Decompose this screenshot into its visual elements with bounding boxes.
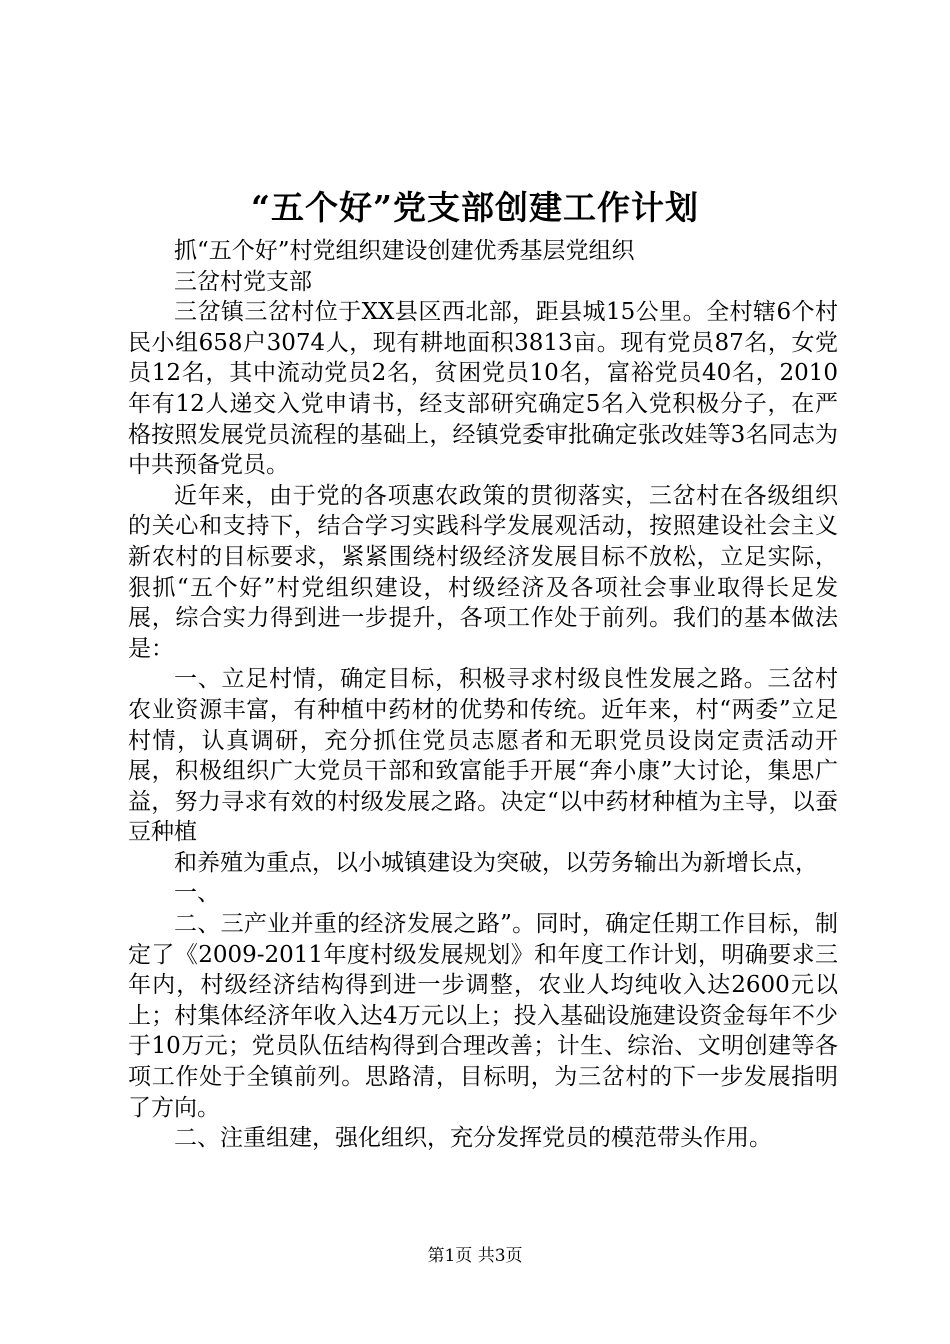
document-title: “五个好”党支部创建工作计划 bbox=[251, 188, 699, 227]
paragraph-continuation: 和养殖为重点，以小城镇建设为突破，以劳务输出为新增长点， bbox=[174, 849, 818, 876]
subtitle-line: 抓“五个好”村党组织建设创建优秀基层党组织 bbox=[174, 238, 635, 264]
paragraph-overview: 近年来，由于党的各项惠农政策的贯彻落实，三岔村在各级组织的关心和支持下，结合学习实践科学发展观活动，按照建设社会主义新农村的目标要求，紧紧围绕村级经济发展目标不放松，立足实际，狠抓“五个好”村党组织建设，村级经济及各项社会事业取得长足发展，综合实力得到进一步提升，各项工作处于前列。我们的基本做法是： bbox=[128, 482, 838, 662]
paragraph-section-2: 二、注重组建，强化组织，充分发挥党员的模范带头作用。 bbox=[174, 1125, 772, 1152]
paragraph-intro: 三岔镇三岔村位于XX县区西北部，距县城15公里。全村辖6个村民小组658户3074人，现有耕地面积3813亩。现有党员87名，女党员12名，其中流动党员2名，贫困党员10名，富裕党员40名，2010年有12人递交入党申请书，经支部研究确定5名入党积极分子，在严格按照发展党员流程的基础上，经镇党委审批确定张改娃等3名同志为中共预备党员。 bbox=[128, 299, 838, 479]
paragraph-fragment: 一、 bbox=[174, 880, 220, 907]
paragraph-goals: 二、三产业并重的经济发展之路”。同时，确定任期工作目标，制定了《2009-2011年度村级发展规划》和年度工作计划，明确要求三年内，村级经济结构得到进一步调整，农业人均纯收入达2600元以上；村集体经济年收入达4万元以上；投入基础设施建设资金每年不少于10万元；党员队伍结构得到合理改善；计生、综治、文明创建等各项工作处于全镇前列。思路清，目标明，为三岔村的下一步发展指明了方向。 bbox=[128, 911, 838, 1121]
paragraph-section-1: 一、立足村情，确定目标，积极寻求村级良性发展之路。三岔村农业资源丰富，有种植中药材的优势和传统。近年来，村“两委”立足村情，认真调研，充分抓住党员志愿者和无职党员设岗定责活动开展，积极组织广大党员干部和致富能手开展“奔小康”大讨论，集思广益，努力寻求有效的村级发展之路。决定“以中药材种植为主导，以蚕豆种植 bbox=[128, 666, 838, 846]
author-line: 三岔村党支部 bbox=[174, 268, 312, 295]
page-footer: 第1页 共3页 bbox=[427, 1246, 523, 1266]
document-body bbox=[128, 236, 838, 1154]
